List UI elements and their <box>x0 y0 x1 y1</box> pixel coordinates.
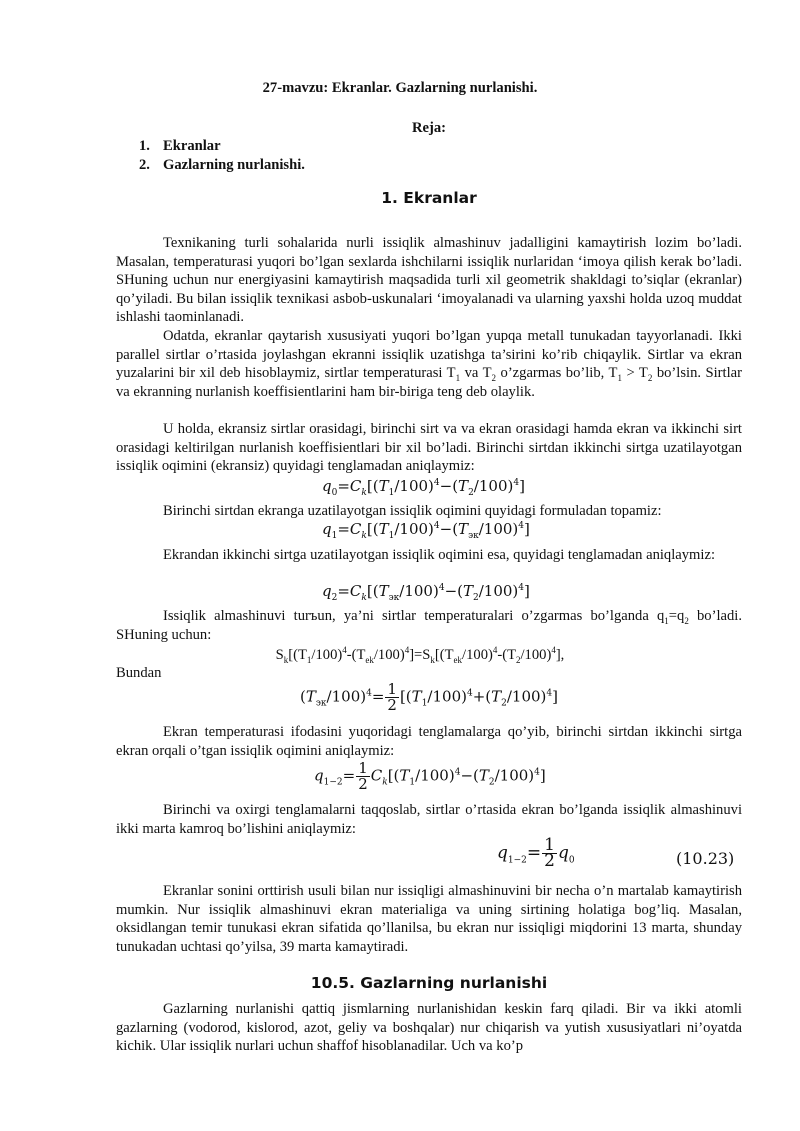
formula-equality: $S_k[(T_1/100)^4-(T_{ek}/100)^4]=S_k[(T_{ek}/100)^4-(T_2/100)^4]$, <box>275 645 565 665</box>
formula-tek: $(T_{эк}/100)^4=$ $\frac{1}{2}$ $[(T_1/100)^4+(T_2/100)^4]$ <box>300 680 559 714</box>
plan-item-label: Ekranlar <box>163 138 221 154</box>
section-heading-gazlar: 10.5. Gazlarning nurlanishi <box>310 974 548 992</box>
paragraph-6-text: Issiqlik almashinuvi turъun, ya’ni sirtlar temperaturalari o’zgarmas bo’lganda $q_1=q_2$ bo’ladi. SHuning uchun: <box>116 608 742 643</box>
plan-item <box>139 137 305 156</box>
paragraph-6 <box>116 607 742 644</box>
paragraph-1: Texnikaning turli sohalarida nurli issiqlik almashinuv jadalligini kamaytirish lozim bo’ladi. Masalan, temperaturasi yuqori bo’lgan sexlarda ishchilarni issiqlik nurlaridan ‘imoya qilish kerak bo’ladi. SHuning uchun nur energiyasini kamaytirish maqsadida turli xil geometrik shakldagi to’siqlar (ekranlar) qo’yiladi. Bu bilan issiqlik texnikasi asbob-uskunalari ‘imoyalanadi va ularning yaxshi holda uzoq muddat ishlashi taominlanadi. <box>116 235 742 325</box>
paragraph-4: Birinchi sirtdan ekranga uzatilayotgan issiqlik oqimini quyidagi formuladan topamiz: <box>163 503 662 519</box>
paragraph-2 <box>116 327 742 401</box>
document-title: 27-mavzu: Ekranlar. Gazlarning nurlanishi. <box>262 80 538 96</box>
paragraph-2-text: Odatda, ekranlar qaytarish xususiyati yuqori bo’lgan yupqa metall tunukadan tayyorlanadi. Ikki parallel sirtlar o’rtasida joylashgan ekranni issiqlik uzatishga ta’sirini ko’rib chiqaylik. Sirtlar va ekran yuzalarini bir xil deb hisoblaymiz, sirtlar temperaturasi $T_1$ va $T_2$ o’zgarmas bo’lib, $T_1 > T_2$ bo’lsin. Sirtlar va ekranning nurlanish koeffisientlarini ham bir-biriga teng deb olaylik. <box>116 328 742 400</box>
formula-q1: $q_1=C_k[(T_1/100)^4-(T_{эк}/100)^4]$ <box>322 520 530 541</box>
paragraph-3: U holda, ekransiz sirtlar orasidagi, birinchi sirt va va ekran orasidagi hamda ekran va ikkinchi sirt orasidagi keltirilgan nurlanish koeffisientlari bir xil bo’ladi. Birinchi sirtdan ikkinchi sirtga uzatilayotgan issiqlik oqimini (ekransiz) quyidagi tenglamadan aniqlaymiz: <box>116 421 742 474</box>
equation-number: (10.23) <box>676 849 735 868</box>
formula-q2: $q_2=C_k[(T_{эк}/100)^4-(T_2/100)^4]$ <box>322 582 530 603</box>
formula-q12: $q_{1-2}=$ $\frac{1}{2}$ $C_k[(T_1/100)^4-(T_2/100)^4]$ <box>314 759 546 793</box>
plan-item-label: Gazlarning nurlanishi. <box>163 156 305 173</box>
paragraph-5: Ekrandan ikkinchi sirtga uzatilayotgan issiqlik oqimini esa, quyidagi tenglamadan aniqlaymiz: <box>163 547 715 563</box>
section-heading-ekranlar: 1. Ekranlar <box>381 189 477 207</box>
paragraph-9: Ekranlar sonini orttirish usuli bilan nur issiqligi almashinuvini bir necha o’n martalab kamaytirish mumkin. Nur issiqlik almashinuvi ekran materialiga va uning sirtining holatiga bog’liq. Masalan, oksidlangan temir tunukasi ekran sifatida qo’llanilsa, bu ekran nur issiqligi miqdorini 13 marta, shunday tunukadan uchtasi qo’yilsa, 39 marta kamaytiradi. <box>116 883 742 955</box>
paragraph-7: Ekran temperaturasi ifodasini yuqoridagi tenglamalarga qo’yib, birinchi sirtdan ikkinchi sirtga ekran orqali o’tgan issiqlik oqimini aniqlaymiz: <box>116 724 742 759</box>
bundan-label: Bundan <box>116 665 162 681</box>
plan-label: Reja: <box>411 120 447 136</box>
plan-item-number: 2. <box>139 156 150 173</box>
plan-item <box>139 156 305 175</box>
formula-q12-half: $q_{1-2}=$ $\frac{1}{2}$ $q_0$ <box>497 835 575 871</box>
formula-q0: $q_0=C_k[(T_1/100)^4-(T_2/100)^4]$ <box>322 477 525 498</box>
plan-item-number: 1. <box>139 138 150 154</box>
paragraph-10: Gazlarning nurlanishi qattiq jismlarning nurlanishidan keskin farq qiladi. Bir va ikki atomli gazlarning (vodorod, kislorod, azot, geliy va boshqalar) nur chiqarish va yutish xususiyatlari ni’oyatda kichik. Ular issiqlik nurlari uchun shaffof hisoblanadilar. Uch va ko’p <box>116 1001 742 1054</box>
paragraph-8: Birinchi va oxirgi tenglamalarni taqqoslab, sirtlar o’rtasida ekran bo’lganda issiqlik almashinuvi ikki marta kamroq bo’lishini aniqlaymiz: <box>116 802 742 837</box>
plan-list <box>139 137 305 174</box>
